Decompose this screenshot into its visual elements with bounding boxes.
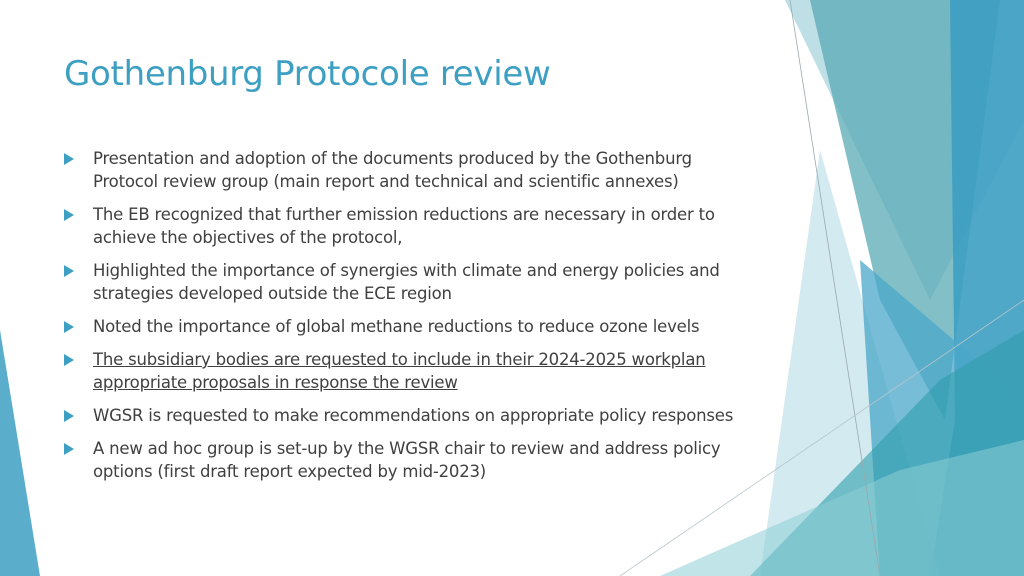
bullet-text-underlined: The subsidiary bodies are requested to include in their 2024-2025 workplan appropriate proposals in response the review [93,350,706,392]
bullet-arrow-icon [64,153,74,165]
slide-title: Gothenburg Protocole review [64,54,551,94]
bullet-text: A new ad hoc group is set-up by the WGSR chair to review and address policy options (first draft report expected by mid-2023) [93,439,721,481]
bullet-item [64,147,784,193]
left-edge-shape [0,330,40,576]
bullet-text: WGSR is requested to make recommendations on appropriate policy responses [93,406,734,425]
bullet-arrow-icon [64,410,74,422]
bullet-text: Presentation and adoption of the documents produced by the Gothenburg Protocol review group (main report and technical and scientific annexes) [93,149,692,191]
bullet-arrow-icon [64,354,74,366]
bullet-text: Noted the importance of global methane reductions to reduce ozone levels [93,317,700,336]
bullet-text: The EB recognized that further emission reductions are necessary in order to achieve the objectives of the protocol, [93,205,715,247]
bullet-item [64,203,784,249]
bullet-arrow-icon [64,265,74,277]
bullet-arrow-icon [64,321,74,333]
bullet-item [64,259,784,305]
bullet-arrow-icon [64,209,74,221]
bullet-arrow-icon [64,443,74,455]
bullet-item [64,404,784,427]
bullet-item [64,348,784,394]
bullet-list [64,147,784,493]
bullet-item [64,315,784,338]
bullet-text: Highlighted the importance of synergies with climate and energy policies and strategies developed outside the ECE region [93,261,720,303]
bullet-item [64,437,784,483]
